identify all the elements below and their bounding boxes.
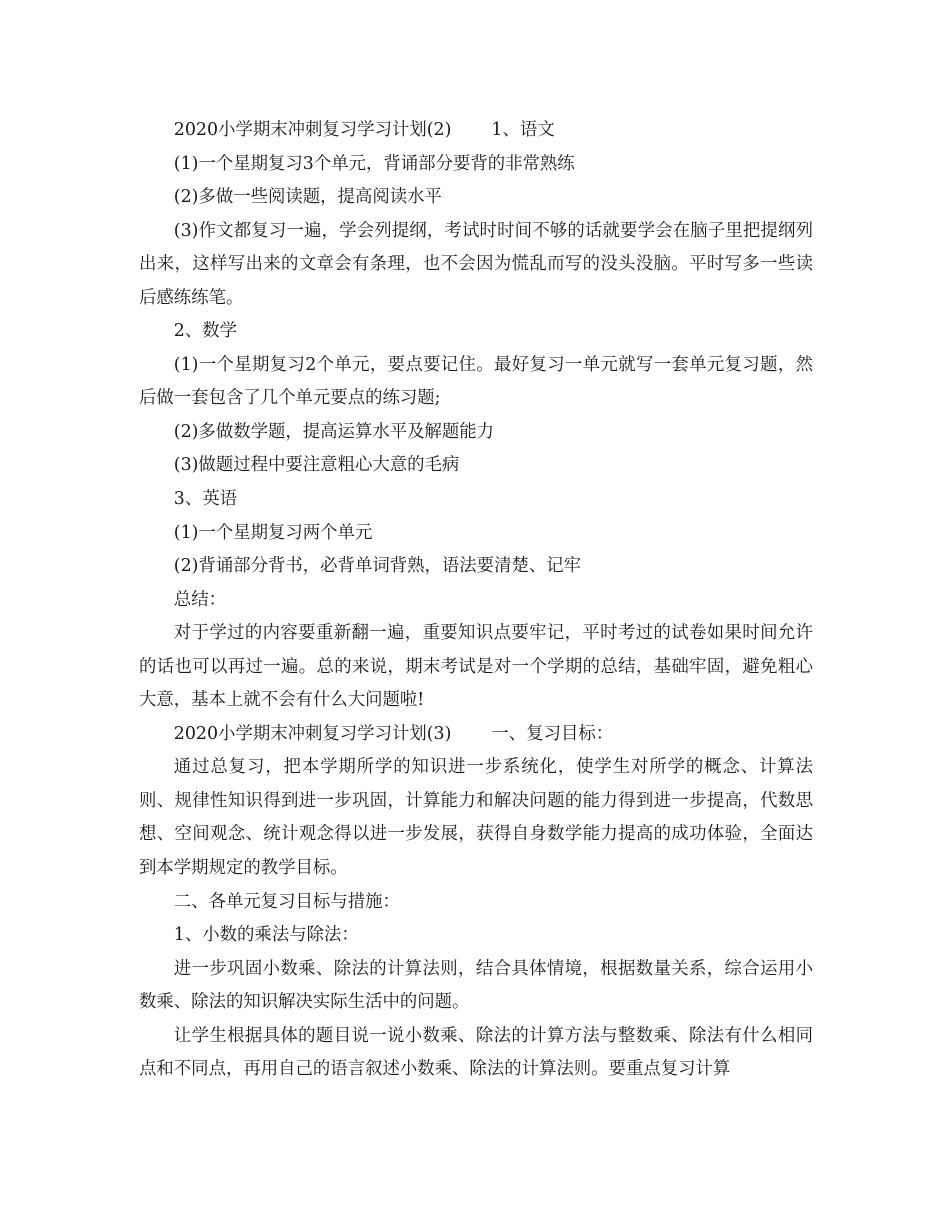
paragraph: (2)多做一些阅读题，提高阅读水平 — [173, 187, 442, 208]
section-heading-plan-3 — [139, 718, 813, 752]
paragraph: (1)一个星期复习2个单元，要点要记住。最好复习一单元就写一套单元复习题，然后做一套包含了几个单元要点的练习题; — [139, 354, 813, 409]
subheading-english: 3、英语 — [173, 489, 238, 510]
paragraph: 通过总复习，把本学期所学的知识进一步系统化，使学生对所学的概念、计算法则、规律性知识得到进一步巩固，计算能力和解决问题的能力得到进一步提高，代数思想、空间观念、统计观念得以进一步发展，获得自身数学能力提高的成功体验，全面达到本学期规定的教学目标。 — [139, 757, 813, 879]
section-heading-plan-2 — [139, 114, 813, 148]
heading-subitem: 1、语文 — [491, 120, 555, 140]
paragraph: (2)背诵部分背书，必背单词背熟，语法要清楚、记牢 — [173, 556, 582, 577]
subheading-decimals: 1、小数的乘法与除法： — [173, 925, 359, 946]
heading-text: 2020小学期末冲刺复习学习计划(2) — [173, 120, 452, 140]
paragraph: (3)做题过程中要注意粗心大意的毛病 — [173, 455, 460, 476]
paragraph: (1)一个星期复习两个单元 — [173, 522, 373, 543]
paragraph: (2)多做数学题，提高运算水平及解题能力 — [173, 421, 495, 442]
paragraph: 让学生根据具体的题目说一说小数乘、除法的计算方法与整数乘、除法有什么相同点和不同点，再用自己的语言叙述小数乘、除法的计算法则。要重点复习计算 — [139, 1025, 813, 1080]
paragraph: (1)一个星期复习3个单元，背诵部分要背的非常熟练 — [173, 153, 575, 174]
subheading-math: 2、数学 — [173, 321, 238, 342]
subheading-summary: 总结： — [173, 589, 226, 610]
document-body — [139, 114, 813, 1087]
heading-text: 2020小学期末冲刺复习学习计划(3) — [173, 723, 452, 744]
paragraph: 进一步巩固小数乘、除法的计算法则，结合具体情境，根据数量关系，综合运用小数乘、除法的知识解决实际生活中的问题。 — [139, 958, 813, 1013]
paragraph: (3)作文都复习一遍，学会列提纲，考试时时间不够的话就要学会在脑子里把提纲列出来，这样写出来的文章会有条理，也不会因为慌乱而写的没头没脑。平时写多一些读后感练练笔。 — [139, 220, 813, 308]
paragraph: 对于学过的内容要重新翻一遍，重要知识点要牢记，平时考过的试卷如果时间允许的话也可以再过一遍。总的来说，期末考试是对一个学期的总结，基础牢固，避免粗心大意，基本上就不会有什么大问题啦! — [139, 623, 813, 711]
heading-subitem: 一、复习目标： — [491, 723, 614, 744]
subheading-unit-goals: 二、各单元复习目标与措施： — [173, 891, 400, 912]
